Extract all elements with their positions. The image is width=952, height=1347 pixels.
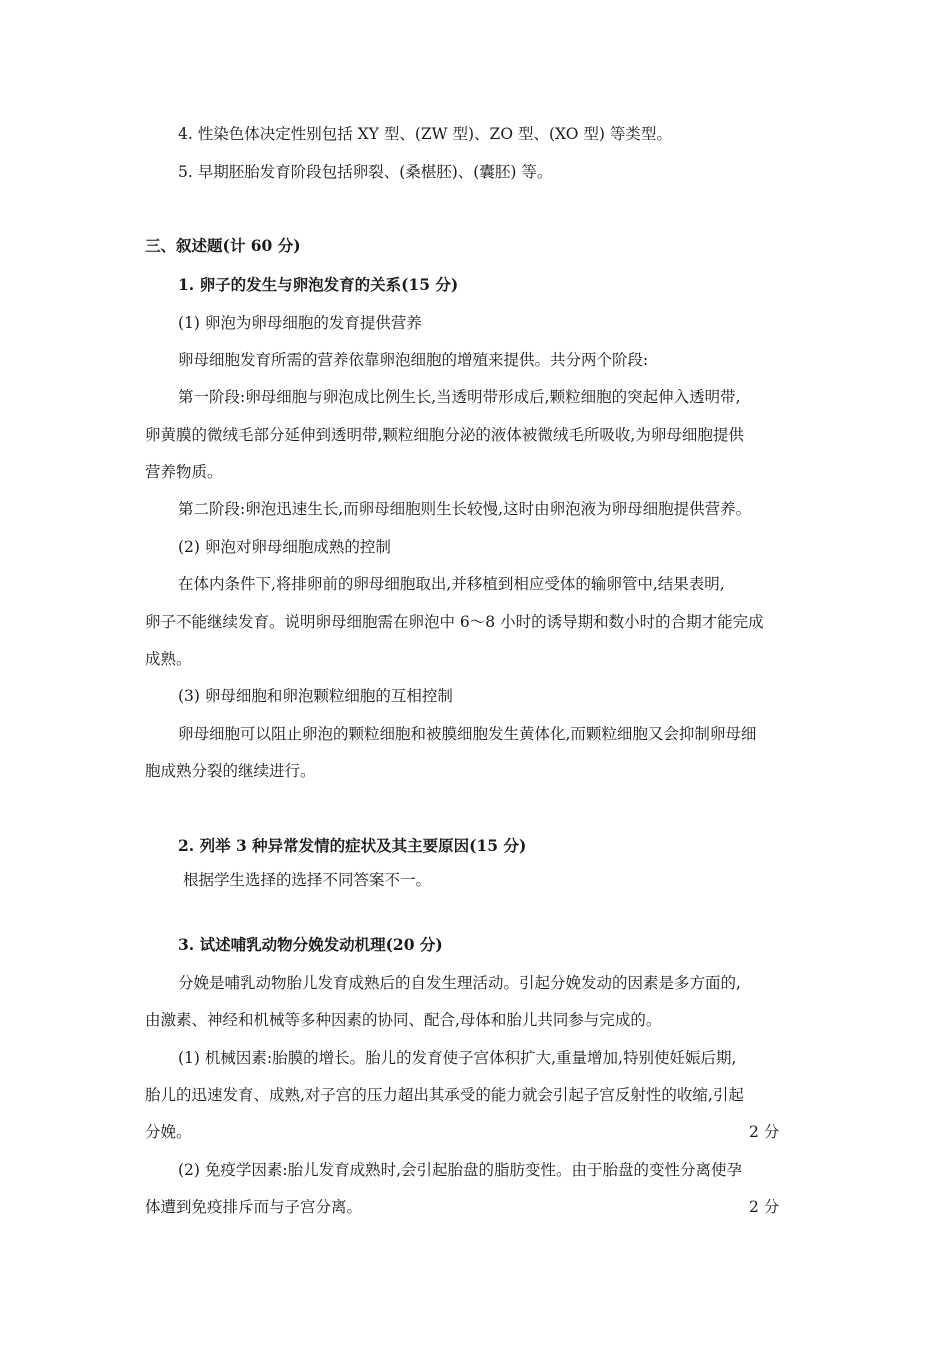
q3-para: 体遭到免疫排斥而与子宫分离。 — [145, 1198, 363, 1216]
q3-para: 胎儿的迅速发育、成熟,对子宫的压力超出其承受的能力就会引起子宫反射性的收缩,引起 — [145, 1086, 744, 1104]
q1-para: 在体内条件下,将排卵前的卵母细胞取出,并移植到相应受体的输卵管中,结果表明, — [178, 575, 725, 593]
q1-para: 第一阶段:卵母细胞与卵泡成比例生长,当透明带形成后,颗粒细胞的突起伸入透明带, — [178, 388, 741, 406]
score-label: 2 分 — [749, 1198, 780, 1216]
q1-para: 胞成熟分裂的继续进行。 — [145, 762, 316, 780]
q1-para: (3) 卵母细胞和卵泡颗粒细胞的互相控制 — [178, 687, 453, 705]
q3-para: (2) 免疫学因素:胎儿发育成熟时,会引起胎盘的脂肪变性。由于胎盘的变性分离使孕 — [178, 1161, 743, 1179]
q1-para: 卵子不能继续发育。说明卵母细胞需在卵泡中 6～8 小时的诱导期和数小时的合期才能完成 — [145, 613, 764, 631]
q1-para: (2) 卵泡对卵母细胞成熟的控制 — [178, 538, 391, 556]
q1-para: 卵母细胞可以阻止卵泡的颗粒细胞和被膜细胞发生黄体化,而颗粒细胞又会抑制卵母细 — [178, 725, 757, 743]
fill-blank-4: 4. 性染色体决定性别包括 XY 型、(ZW 型)、ZO 型、(XO 型) 等类型。 — [178, 125, 672, 143]
question-3-title: 3. 试述哺乳动物分娩发动机理(20 分) — [178, 935, 443, 954]
score-label: 2 分 — [749, 1123, 780, 1141]
fill-blank-5: 5. 早期胚胎发育阶段包括卵裂、(桑椹胚)、(囊胚) 等。 — [178, 163, 553, 181]
q1-para: 卵母细胞发育所需的营养依靠卵泡细胞的增殖来提供。共分两个阶段: — [178, 351, 649, 369]
q1-para: 第二阶段:卵泡迅速生长,而卵母细胞则生长较慢,这时由卵泡液为卵母细胞提供营养。 — [178, 500, 752, 518]
section-heading: 三、叙述题(计 60 分) — [145, 236, 301, 255]
q1-para: 营养物质。 — [145, 463, 223, 481]
question-2-title: 2. 列举 3 种异常发情的症状及其主要原因(15 分) — [178, 836, 527, 855]
q2-para: 根据学生选择的选择不同答案不一。 — [183, 871, 432, 889]
q1-para: 卵黄膜的微绒毛部分延伸到透明带,颗粒细胞分泌的液体被微绒毛所吸收,为卵母细胞提供 — [145, 426, 744, 444]
q3-para: 由激素、神经和机械等多种因素的协同、配合,母体和胎儿共同参与完成的。 — [145, 1011, 662, 1029]
q1-para: 成熟。 — [145, 650, 192, 668]
q3-para: 分娩。 — [145, 1123, 192, 1141]
q3-para: (1) 机械因素:胎膜的增长。胎儿的发育使子宫体积扩大,重量增加,特别使妊娠后期, — [178, 1049, 737, 1067]
q1-para: (1) 卵泡为卵母细胞的发育提供营养 — [178, 314, 422, 332]
question-1-title: 1. 卵子的发生与卵泡发育的关系(15 分) — [178, 275, 459, 294]
q3-para: 分娩是哺乳动物胎儿发育成熟后的自发生理活动。引起分娩发动的因素是多方面的, — [178, 974, 741, 992]
